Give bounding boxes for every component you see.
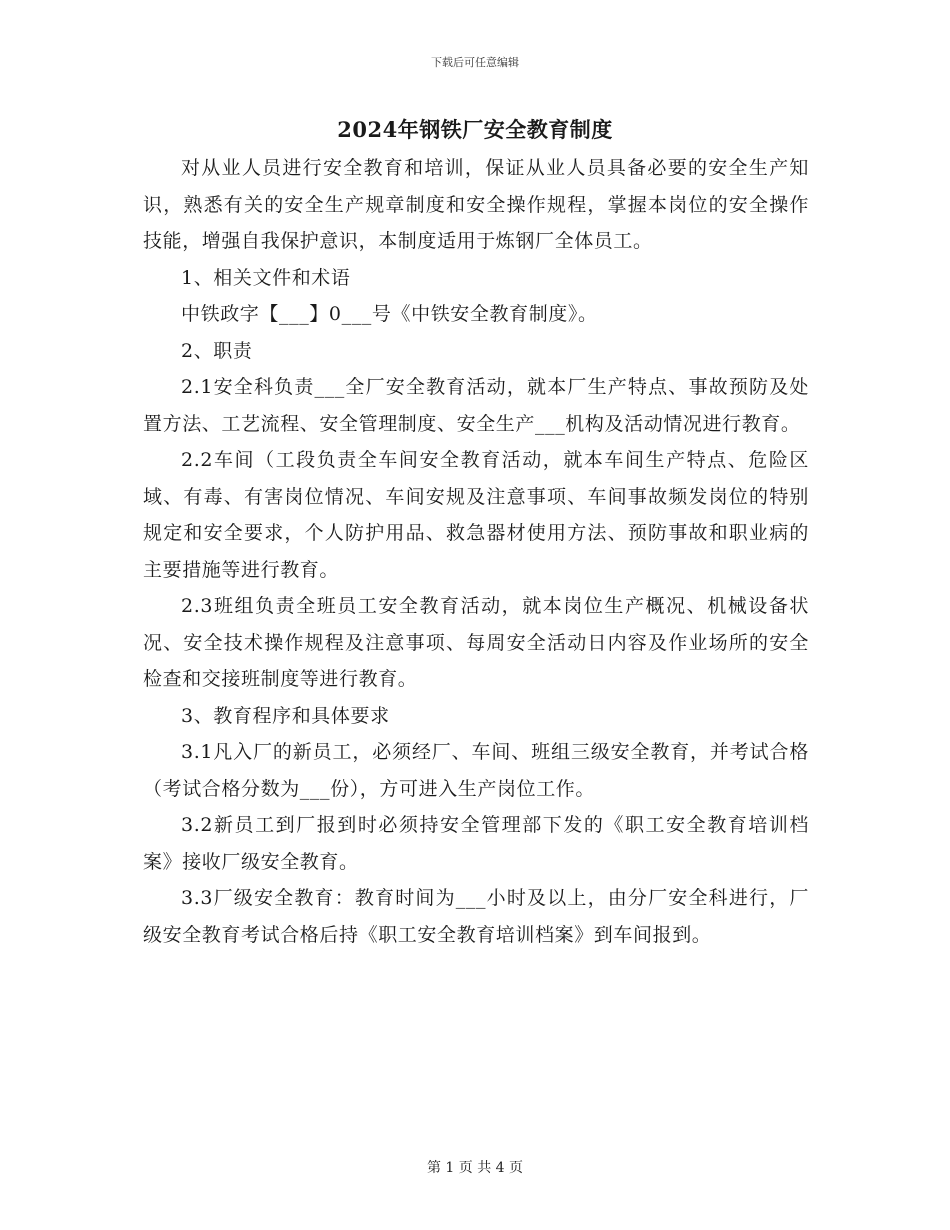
paragraph-2-2: 2.2车间（工段负责全车间安全教育活动，就本车间生产特点、危险区域、有毒、有害岗位情况、车间安规及注意事项、车间事故频发岗位的特别规定和安全要求，个人防护用品、救急器材使用方法、预防事故和职业病的主要措施等进行教育。 xyxy=(143,449,809,581)
paragraph-intro: 对从业人员进行安全教育和培训，保证从业人员具备必要的安全生产知识，熟悉有关的安全生产规章制度和安全操作规程，掌握本岗位的安全操作技能，增强自我保护意识，本制度适用于炼钢厂全体员工。 xyxy=(143,157,809,252)
page-header-note: 下载后可任意编辑 xyxy=(431,56,519,69)
paragraph-3-3: 3.3厂级安全教育：教育时间为___小时及以上，由分厂安全科进行，厂级安全教育考试合格后持《职工安全教育培训档案》到车间报到。 xyxy=(143,887,809,946)
section-heading-2: 2、职责 xyxy=(181,339,253,362)
paragraph-3-1: 3.1凡入厂的新员工，必须经厂、车间、班组三级安全教育，并考试合格（考试合格分数为___份），方可进入生产岗位工作。 xyxy=(143,741,809,800)
paragraph-reference: 中铁政字【___】0___号《中铁安全教育制度》。 xyxy=(181,303,598,325)
paragraph-3-2: 3.2新员工到厂报到时必须持安全管理部下发的《职工安全教育培训档案》接收厂级安全教育。 xyxy=(143,814,809,873)
paragraph-2-1: 2.1安全科负责___全厂安全教育活动，就本厂生产特点、事故预防及处置方法、工艺流程、安全管理制度、安全生产___机构及活动情况进行教育。 xyxy=(143,376,809,435)
section-heading-3: 3、教育程序和具体要求 xyxy=(181,704,390,727)
paragraph-2-3: 2.3班组负责全班员工安全教育活动，就本岗位生产概况、机械设备状况、安全技术操作规程及注意事项、每周安全活动日内容及作业场所的安全检查和交接班制度等进行教育。 xyxy=(143,595,809,690)
document-title: 2024年钢铁厂安全教育制度 xyxy=(337,117,613,142)
document-body xyxy=(143,150,809,953)
section-heading-1: 1、相关文件和术语 xyxy=(181,266,351,289)
page-number: 第 1 页 共 4 页 xyxy=(426,1160,524,1176)
